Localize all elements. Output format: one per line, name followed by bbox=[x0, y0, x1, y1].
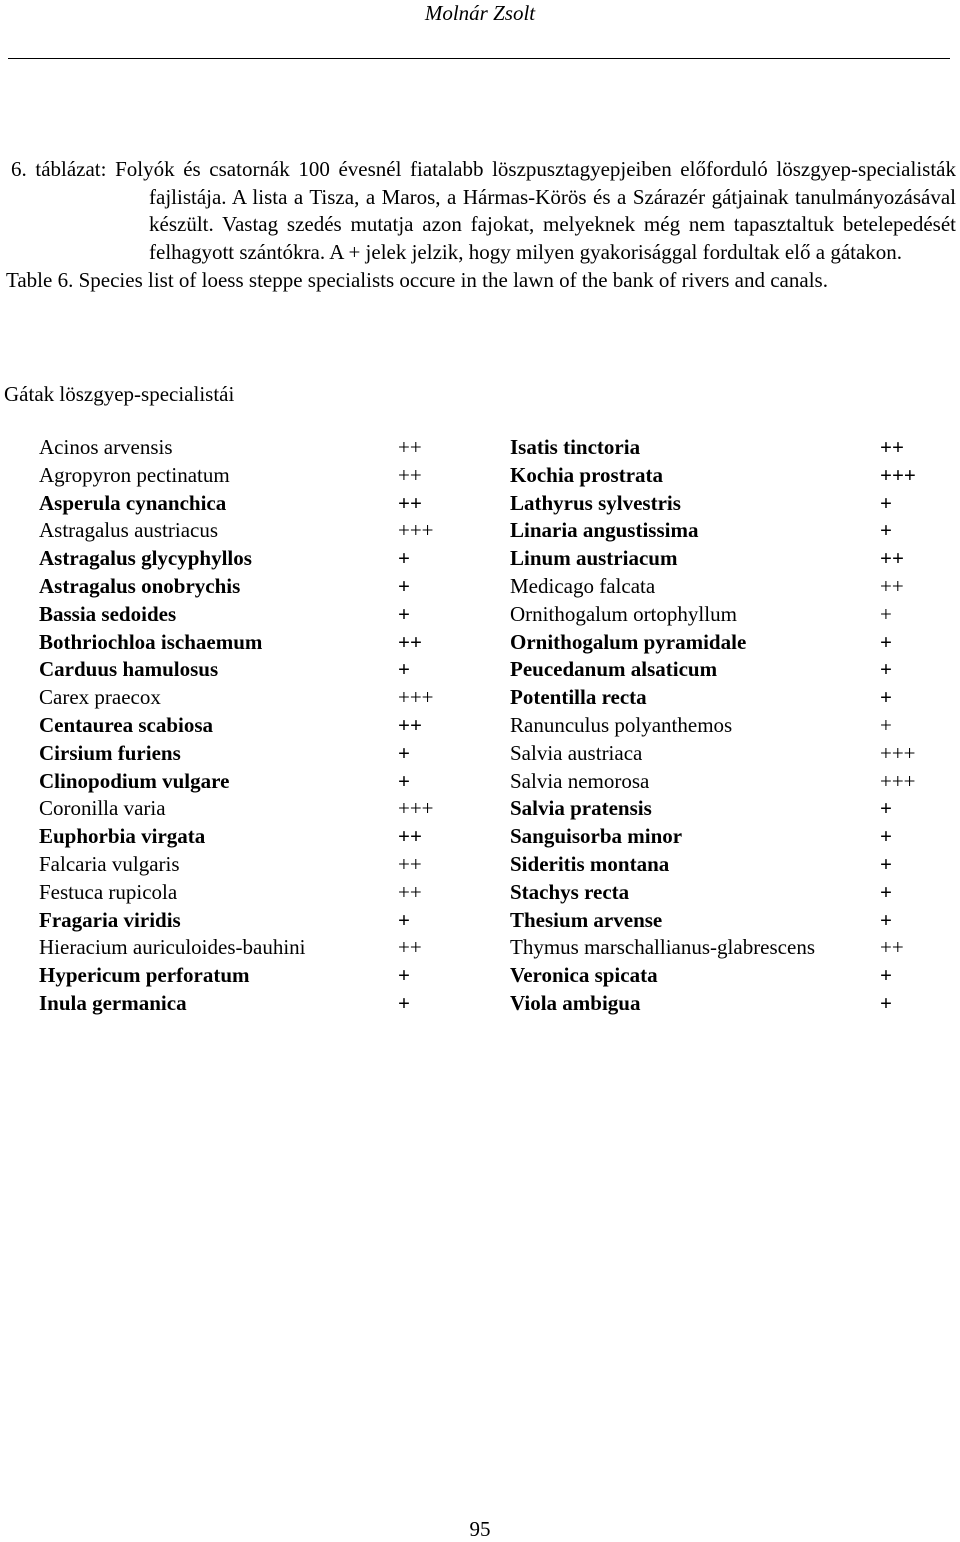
species-name-left: Bothriochloa ischaemum bbox=[39, 629, 263, 654]
frequency-right: +++ bbox=[880, 462, 916, 487]
frequency-right: + bbox=[880, 851, 892, 876]
frequency-left: +++ bbox=[398, 685, 434, 710]
frequency-right: ++ bbox=[880, 546, 904, 571]
frequency-right: + bbox=[880, 990, 892, 1015]
frequency-left: + bbox=[398, 740, 410, 765]
species-name-right: Linaria angustissima bbox=[510, 518, 699, 543]
species-name-left: Acinos arvensis bbox=[39, 435, 173, 459]
table-row bbox=[39, 934, 940, 962]
section-title: Gátak löszgyep-specialistái bbox=[4, 382, 235, 406]
frequency-left: +++ bbox=[398, 796, 434, 821]
table-row bbox=[39, 962, 940, 990]
species-name-left: Clinopodium vulgare bbox=[39, 768, 230, 793]
frequency-right: + bbox=[880, 824, 892, 849]
frequency-left: ++ bbox=[398, 462, 422, 487]
table-row bbox=[39, 768, 940, 796]
frequency-right: ++ bbox=[880, 573, 904, 598]
table-row bbox=[39, 907, 940, 935]
species-name-right: Ranunculus polyanthemos bbox=[510, 712, 733, 737]
species-name-left: Hieracium auriculoides-bauhini bbox=[39, 935, 306, 960]
species-name-left: Hypericum perforatum bbox=[39, 963, 250, 988]
frequency-left: ++ bbox=[398, 712, 422, 737]
species-name-left: Astragalus onobrychis bbox=[39, 573, 241, 598]
species-name-right: Salvia austriaca bbox=[510, 740, 643, 765]
frequency-right: + bbox=[880, 685, 892, 710]
species-name-left: Coronilla varia bbox=[39, 796, 166, 821]
frequency-left: + bbox=[398, 990, 410, 1015]
frequency-right: + bbox=[880, 490, 892, 515]
frequency-right: + bbox=[880, 657, 892, 682]
frequency-right: +++ bbox=[880, 768, 916, 793]
table-row bbox=[39, 490, 940, 518]
frequency-right: ++ bbox=[880, 435, 904, 459]
table-row bbox=[39, 795, 940, 823]
running-header-author: Molnár Zsolt bbox=[424, 1, 536, 25]
species-name-left: Bassia sedoides bbox=[39, 601, 177, 626]
species-name-left: Asperula cynanchica bbox=[39, 490, 227, 515]
species-name-right: Peucedanum alsaticum bbox=[510, 657, 718, 682]
species-name-right: Sideritis montana bbox=[510, 851, 670, 876]
species-name-right: Lathyrus sylvestris bbox=[510, 490, 681, 515]
frequency-left: ++ bbox=[398, 879, 422, 904]
species-name-left: Carex praecox bbox=[39, 685, 161, 710]
table-row bbox=[39, 434, 940, 462]
species-name-left: Inula germanica bbox=[39, 990, 187, 1015]
species-name-left: Falcaria vulgaris bbox=[39, 851, 180, 876]
frequency-left: ++ bbox=[398, 435, 422, 459]
species-name-left: Astragalus austriacus bbox=[39, 518, 219, 543]
species-name-left: Astragalus glycyphyllos bbox=[39, 546, 252, 571]
header-rule bbox=[8, 58, 950, 59]
frequency-right: + bbox=[880, 796, 892, 821]
table-row bbox=[39, 851, 940, 879]
frequency-left: ++ bbox=[398, 935, 422, 960]
frequency-right: + bbox=[880, 907, 892, 932]
frequency-left: + bbox=[398, 768, 410, 793]
frequency-right: + bbox=[880, 629, 892, 654]
species-table bbox=[39, 434, 940, 1018]
frequency-left: + bbox=[398, 907, 410, 932]
table-row bbox=[39, 462, 940, 490]
table-row bbox=[39, 629, 940, 657]
table-row bbox=[39, 684, 940, 712]
species-name-left: Carduus hamulosus bbox=[39, 657, 219, 682]
frequency-right: ++ bbox=[880, 935, 904, 960]
species-name-left: Festuca rupicola bbox=[39, 879, 178, 904]
frequency-right: + bbox=[880, 601, 892, 626]
table-caption bbox=[6, 156, 956, 295]
species-name-right: Potentilla recta bbox=[510, 685, 647, 710]
table-row bbox=[39, 990, 940, 1018]
species-name-right: Salvia pratensis bbox=[510, 796, 652, 821]
species-name-left: Fragaria viridis bbox=[39, 907, 181, 932]
frequency-left: + bbox=[398, 601, 410, 626]
frequency-right: + bbox=[880, 712, 892, 737]
species-name-right: Stachys recta bbox=[510, 879, 630, 904]
frequency-left: + bbox=[398, 546, 410, 571]
frequency-left: ++ bbox=[398, 824, 422, 849]
frequency-left: +++ bbox=[398, 518, 434, 543]
frequency-left: ++ bbox=[398, 851, 422, 876]
frequency-left: ++ bbox=[398, 490, 422, 515]
frequency-right: + bbox=[880, 963, 892, 988]
species-name-right: Kochia prostrata bbox=[510, 462, 664, 487]
species-name-left: Centaurea scabiosa bbox=[39, 712, 214, 737]
species-name-right: Thesium arvense bbox=[510, 907, 663, 932]
table-row bbox=[39, 823, 940, 851]
species-name-left: Euphorbia virgata bbox=[39, 824, 206, 849]
species-name-right: Sanguisorba minor bbox=[510, 824, 683, 849]
species-name-left: Agropyron pectinatum bbox=[39, 462, 230, 487]
table-caption-english: Table 6. Species list of loess steppe specialists occure in the lawn of the bank of rivers and canals. bbox=[6, 268, 828, 292]
table-row bbox=[39, 517, 940, 545]
species-name-right: Veronica spicata bbox=[510, 963, 658, 988]
species-name-right: Linum austriacum bbox=[510, 546, 678, 571]
species-name-right: Ornithogalum pyramidale bbox=[510, 629, 747, 654]
frequency-left: + bbox=[398, 963, 410, 988]
species-name-right: Isatis tinctoria bbox=[510, 435, 641, 459]
species-name-right: Medicago falcata bbox=[510, 573, 656, 598]
table-row bbox=[39, 601, 940, 629]
table-row bbox=[39, 656, 940, 684]
page-number: 95 bbox=[469, 1517, 491, 1541]
table-row bbox=[39, 712, 940, 740]
table-row bbox=[39, 740, 940, 768]
table-caption-hungarian: 6. táblázat: Folyók és csatornák 100 évesnél fiatalabb löszpusztagyepjeiben előforduló löszgyep-specialisták fajlistája. A lista a Tisza, a Maros, a Hármas-Körös és a Szárazér gátjainak tanulmányozásával készült. Vastag szedés mutatja azon fajokat, melyeknek még nem tapasztaltuk betelepedését felhagyott szántókra. A + jelek jelzik, hogy milyen gyakorisággal fordultak elő a gátakon. bbox=[11, 157, 956, 264]
species-table-body bbox=[39, 434, 940, 1018]
frequency-left: + bbox=[398, 573, 410, 598]
species-name-left: Cirsium furiens bbox=[39, 740, 181, 765]
table-row bbox=[39, 545, 940, 573]
frequency-left: ++ bbox=[398, 629, 422, 654]
table-row bbox=[39, 573, 940, 601]
table-row bbox=[39, 879, 940, 907]
species-name-right: Thymus marschallianus-glabrescens bbox=[510, 935, 815, 960]
frequency-right: + bbox=[880, 879, 892, 904]
species-name-right: Viola ambigua bbox=[510, 990, 641, 1015]
frequency-left: + bbox=[398, 657, 410, 682]
frequency-right: +++ bbox=[880, 740, 916, 765]
species-name-right: Salvia nemorosa bbox=[510, 768, 650, 793]
species-name-right: Ornithogalum ortophyllum bbox=[510, 601, 737, 626]
frequency-right: + bbox=[880, 518, 892, 543]
